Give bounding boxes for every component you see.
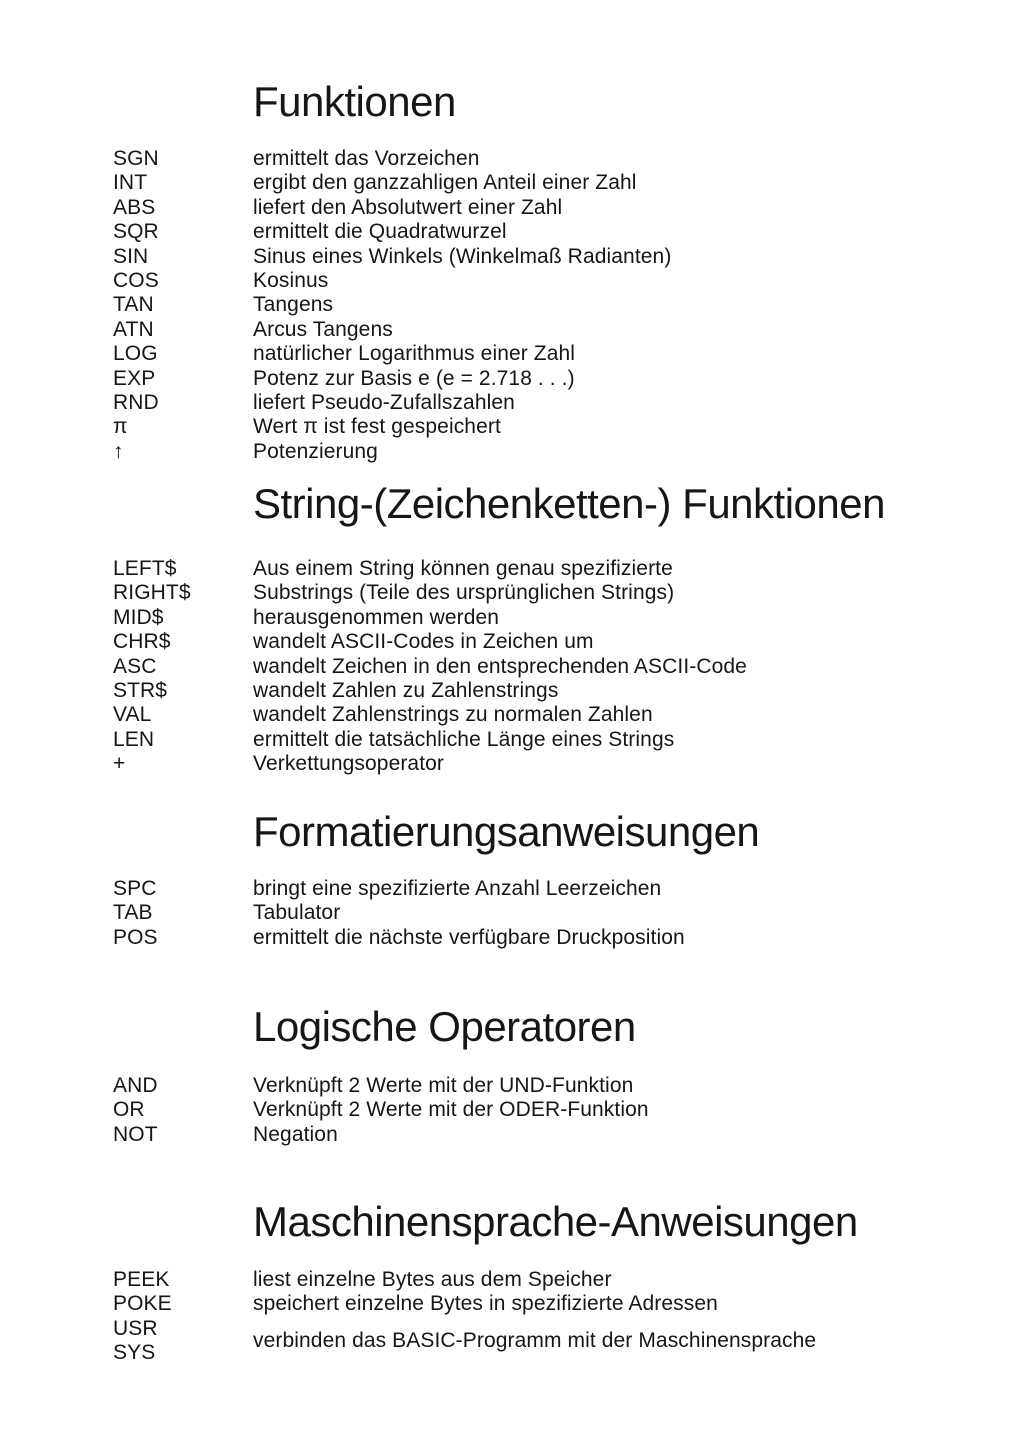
description-cell: ermittelt die nächste verfügbare Druckposition xyxy=(253,925,685,949)
power-arrow-symbol: ↑ xyxy=(113,439,124,463)
table-row xyxy=(113,318,1024,342)
description-cell: Aus einem String können genau spezifizierte xyxy=(253,557,673,580)
table-row xyxy=(113,391,1024,415)
table-row xyxy=(113,679,1024,703)
section-string-funktionen xyxy=(0,480,1024,777)
table-row xyxy=(113,440,1024,464)
keyword-cell: POS xyxy=(113,925,158,949)
keyword-cell: STR$ xyxy=(113,679,168,703)
keyword-cell: LOG xyxy=(113,342,158,366)
section-title-logische-operatoren: Logische Operatoren xyxy=(253,1003,636,1050)
keyword-cell: ATN xyxy=(113,317,154,341)
keyword-cell: SPC xyxy=(113,877,157,900)
description-cell: Sinus eines Winkels (Winkelmaß Radianten) xyxy=(253,244,672,268)
keyword-cell: AND xyxy=(113,1074,158,1097)
section-title-maschinensprache-anweisungen: Maschinensprache-Anweisungen xyxy=(253,1198,858,1245)
description-cell: ermittelt das Vorzeichen xyxy=(253,147,480,170)
table-row xyxy=(113,728,1024,752)
section-logische-operatoren xyxy=(0,1003,1024,1147)
keyword-cell: RIGHT$ xyxy=(113,581,191,605)
description-cell: wandelt ASCII-Codes in Zeichen um xyxy=(253,630,594,654)
table-row-grouped xyxy=(113,1317,1024,1366)
formatierung-list xyxy=(0,877,1024,950)
section-formatierungsanweisungen xyxy=(0,808,1024,950)
section-maschinensprache-anweisungen xyxy=(0,1198,1024,1366)
description-cell: wandelt Zahlenstrings zu normalen Zahlen xyxy=(253,703,653,727)
keyword-cell: SQR xyxy=(113,220,159,244)
description-cell: Tabulator xyxy=(253,901,341,925)
table-row xyxy=(113,269,1024,293)
table-row xyxy=(113,342,1024,366)
description-cell: Wert π ist fest gespeichert xyxy=(253,415,501,439)
description-cell: liest einzelne Bytes aus dem Speicher xyxy=(253,1268,612,1291)
table-row xyxy=(113,367,1024,391)
table-row xyxy=(113,630,1024,654)
keyword-cell: COS xyxy=(113,269,159,293)
keyword-cell: POKE xyxy=(113,1292,172,1316)
section-funktionen xyxy=(0,78,1024,464)
table-row xyxy=(113,1074,1024,1098)
description-cell: liefert Pseudo-Zufallszahlen xyxy=(253,391,515,415)
keyword-stack xyxy=(113,1317,253,1366)
description-cell: Verknüpft 2 Werte mit der ODER-Funktion xyxy=(253,1098,649,1122)
keyword-cell: SYS xyxy=(113,1341,156,1365)
description-cell: Potenzierung xyxy=(253,439,378,463)
description-cell: ergibt den ganzzahligen Anteil einer Zahl xyxy=(253,171,637,195)
description-cell: Verkettungsoperator xyxy=(253,752,445,776)
table-row xyxy=(113,196,1024,220)
keyword-cell: PEEK xyxy=(113,1268,170,1291)
string-funktionen-list xyxy=(0,557,1024,777)
section-title-formatierungsanweisungen: Formatierungsanweisungen xyxy=(253,808,760,855)
description-cell: herausgenommen werden xyxy=(253,605,500,629)
table-row xyxy=(113,147,1024,171)
table-row xyxy=(113,415,1024,439)
table-row xyxy=(113,171,1024,195)
table-row xyxy=(113,220,1024,244)
description-cell: natürlicher Logarithmus einer Zahl xyxy=(253,342,576,366)
table-row xyxy=(113,293,1024,317)
keyword-cell: LEFT$ xyxy=(113,557,177,580)
keyword-cell: INT xyxy=(113,171,148,195)
section-title-string-funktionen: String-(Zeichenketten-) Funktionen xyxy=(253,480,885,527)
description-cell: wandelt Zahlen zu Zahlenstrings xyxy=(253,679,559,703)
keyword-cell: SIN xyxy=(113,244,149,268)
keyword-cell: EXP xyxy=(113,366,156,390)
table-row xyxy=(113,245,1024,269)
description-cell: liefert den Absolutwert einer Zahl xyxy=(253,195,563,219)
table-row xyxy=(113,1292,1024,1316)
keyword-cell: TAN xyxy=(113,293,154,317)
funktionen-list xyxy=(0,147,1024,464)
description-cell: Verknüpft 2 Werte mit der UND-Funktion xyxy=(253,1074,634,1097)
keyword-cell: SGN xyxy=(113,147,159,170)
description-cell: ermittelt die tatsächliche Länge eines Strings xyxy=(253,727,675,751)
table-row xyxy=(113,901,1024,925)
table-row xyxy=(113,877,1024,901)
description-cell: Negation xyxy=(253,1122,338,1146)
keyword-cell: MID$ xyxy=(113,605,164,629)
keyword-cell: TAB xyxy=(113,901,153,925)
description-cell: wandelt Zeichen in den entsprechenden ASCII-Code xyxy=(253,654,747,678)
table-row xyxy=(113,1268,1024,1292)
description-cell: Arcus Tangens xyxy=(253,317,393,341)
description-cell: Tangens xyxy=(253,293,334,317)
description-cell: Potenz zur Basis e (e = 2.718 . . .) xyxy=(253,366,575,390)
keyword-cell: CHR$ xyxy=(113,630,171,654)
keyword-cell: VAL xyxy=(113,703,152,727)
table-row xyxy=(113,1098,1024,1122)
keyword-cell: ABS xyxy=(113,195,156,219)
logische-operatoren-list xyxy=(0,1074,1024,1147)
maschinensprache-list xyxy=(0,1268,1024,1366)
table-row xyxy=(113,655,1024,679)
table-row xyxy=(113,1123,1024,1147)
plus-operator-symbol: + xyxy=(113,752,126,776)
section-title-funktionen: Funktionen xyxy=(253,78,456,125)
keyword-cell: RND xyxy=(113,391,159,415)
description-cell: ermittelt die Quadratwurzel xyxy=(253,220,507,244)
table-row xyxy=(113,752,1024,776)
description-cell: Kosinus xyxy=(253,269,329,293)
description-cell: bringt eine spezifizierte Anzahl Leerzeichen xyxy=(253,877,662,900)
description-cell: speichert einzelne Bytes in spezifizierte Adressen xyxy=(253,1292,718,1316)
table-row xyxy=(113,926,1024,950)
pi-symbol: π xyxy=(113,415,128,439)
description-cell: verbinden das BASIC-Programm mit der Maschinensprache xyxy=(253,1329,817,1353)
keyword-cell: NOT xyxy=(113,1122,158,1146)
keyword-cell: OR xyxy=(113,1098,145,1122)
table-row xyxy=(113,581,1024,605)
description-cell: Substrings (Teile des ursprünglichen Strings) xyxy=(253,581,675,605)
keyword-cell: ASC xyxy=(113,654,157,678)
table-row xyxy=(113,557,1024,581)
keyword-cell: LEN xyxy=(113,727,155,751)
keyword-cell: USR xyxy=(113,1316,158,1340)
table-row xyxy=(113,703,1024,727)
table-row xyxy=(113,606,1024,630)
